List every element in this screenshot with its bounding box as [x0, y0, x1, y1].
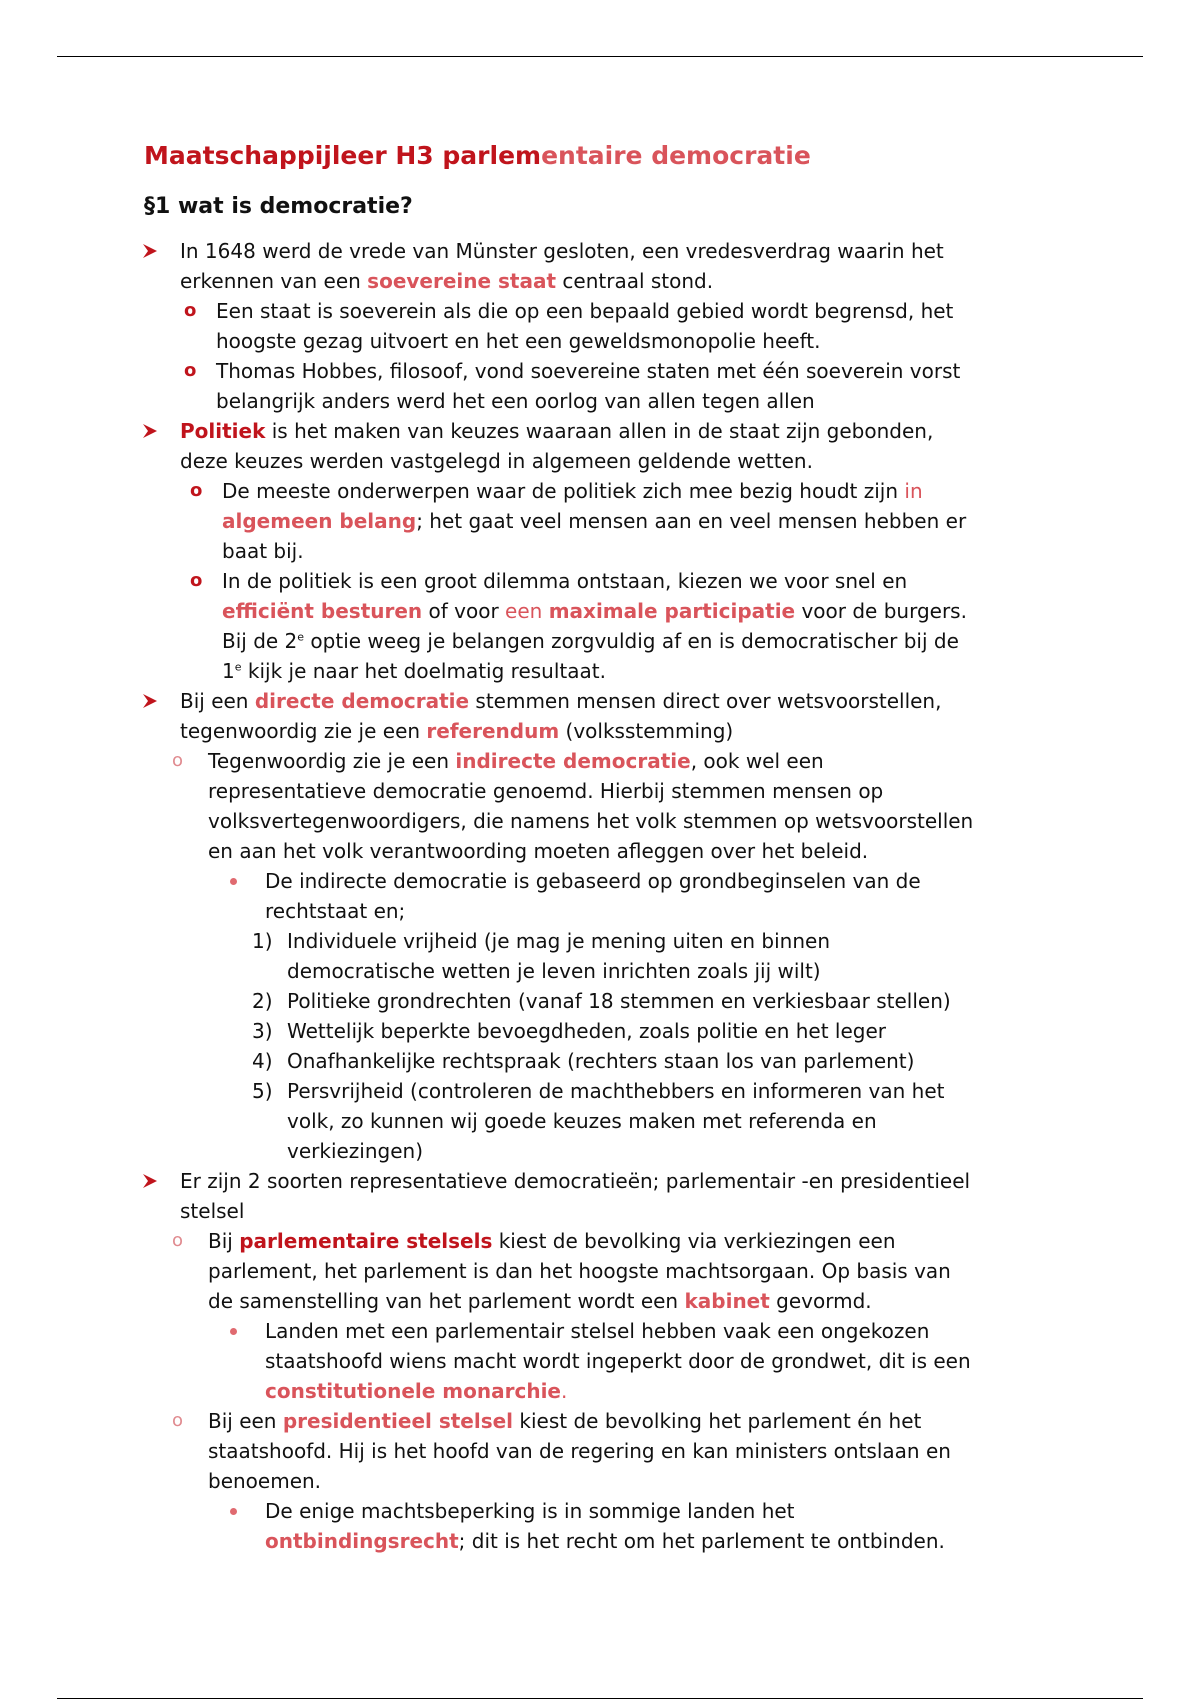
page-title: Maatschappijleer H3 parlementaire democratie	[144, 141, 811, 170]
circle-bullet-icon: o	[190, 480, 203, 501]
dot-bullet-item: De enige machtsbeperking is in sommige landen het ontbindingsrecht; dit is het recht om het parlement te ontbinden.	[144, 1496, 1084, 1556]
circle-bullet-icon: o	[172, 750, 184, 771]
arrow-bullet-icon	[141, 422, 159, 440]
circle-bullet-icon: o	[184, 360, 197, 381]
dot-bullet-icon	[230, 1508, 237, 1515]
dot-bullet-icon	[230, 1328, 237, 1335]
numbered-item: 1) Individuele vrijheid (je mag je mening uiten en binnen democratische wetten je leven inrichten zoals jij wilt)	[252, 929, 830, 983]
arrow-bullet-icon	[141, 692, 159, 710]
circle-bullet-icon: o	[172, 1410, 184, 1431]
bullet-item: Politiek is het maken van keuzes waaraan allen in de staat zijn gebonden, deze keuzes werden vastgelegd in algemeen geldende wetten.	[144, 416, 1084, 476]
numbered-item: 4) Onafhankelijke rechtspraak (rechters staan los van parlement)	[252, 1049, 915, 1073]
sub-bullet-item: o Bij parlementaire stelsels kiest de bevolking via verkiezingen een parlement, het parlement is dan het hoogste machtsorgaan. Op basis van de samenstelling van het parlement wordt een kabinet gevormd.	[144, 1226, 1084, 1316]
document-body	[144, 137, 1084, 1556]
section-heading: §1 wat is democratie?	[144, 194, 413, 219]
arrow-bullet-icon	[141, 1172, 159, 1190]
sub-bullet-item: o Tegenwoordig zie je een indirecte democratie, ook wel een representatieve democratie genoemd. Hierbij stemmen mensen op volksvertegenwoordigers, die namens het volk stemmen op wetsvoorstellen en aan het volk verantwoording moeten afleggen over het beleid.	[144, 746, 1084, 866]
dot-bullet-item: De indirecte democratie is gebaseerd op grondbeginselen van de rechtstaat en;	[144, 866, 1084, 926]
circle-bullet-icon: o	[172, 1230, 184, 1251]
sub-bullet-item: o Bij een presidentieel stelsel kiest de bevolking het parlement én het staatshoofd. Hij is het hoofd van de regering en kan ministers ontslaan en benoemen.	[144, 1406, 1084, 1496]
bullet-item: Bij een directe democratie stemmen mensen direct over wetsvoorstellen, tegenwoordig zie je een referendum (volksstemming)	[144, 686, 1084, 746]
arrow-bullet-icon	[141, 242, 159, 260]
sub-bullet-item: o De meeste onderwerpen waar de politiek zich mee bezig houdt zijn in algemeen belang; het gaat veel mensen aan en veel mensen hebben er baat bij.	[144, 476, 1084, 566]
dot-bullet-icon	[230, 878, 237, 885]
numbered-item: 3) Wettelijk beperkte bevoegdheden, zoals politie en het leger	[252, 1019, 886, 1043]
sub-bullet-item: o Een staat is soeverein als die op een bepaald gebied wordt begrensd, het hoogste gezag uitvoert en het een geweldsmonopolie heeft.	[144, 296, 1084, 356]
sub-bullet-item: o In de politiek is een groot dilemma ontstaan, kiezen we voor snel en efficiënt besturen of voor een maximale participatie voor de burgers. Bij de 2e optie weeg je belangen zorgvuldig af en is democratischer bij de 1e kijk je naar het doelmatig resultaat.	[144, 566, 1084, 686]
numbered-item: 2) Politieke grondrechten (vanaf 18 stemmen en verkiesbaar stellen)	[252, 989, 951, 1013]
bullet-item: In 1648 werd de vrede van Münster gesloten, een vredesverdrag waarin het erkennen van een soevereine staat centraal stond.	[144, 236, 1084, 296]
circle-bullet-icon: o	[184, 300, 197, 321]
bullet-item: Er zijn 2 soorten representatieve democratieën; parlementair -en presidentieel stelsel	[144, 1166, 1084, 1226]
sub-bullet-item: o Thomas Hobbes, filosoof, vond soevereine staten met één soeverein vorst belangrijk anders werd het een oorlog van allen tegen allen	[144, 356, 1084, 416]
footer-rule	[57, 1698, 1143, 1699]
circle-bullet-icon: o	[190, 570, 203, 591]
dot-bullet-item: Landen met een parlementair stelsel hebben vaak een ongekozen staatshoofd wiens macht wordt ingeperkt door de grondwet, dit is een constitutionele monarchie.	[144, 1316, 1084, 1406]
numbered-item: 5) Persvrijheid (controleren de machthebbers en informeren van het volk, zo kunnen wij goede keuzes maken met referenda en verkiezingen)	[252, 1079, 945, 1163]
header-rule	[57, 56, 1143, 57]
